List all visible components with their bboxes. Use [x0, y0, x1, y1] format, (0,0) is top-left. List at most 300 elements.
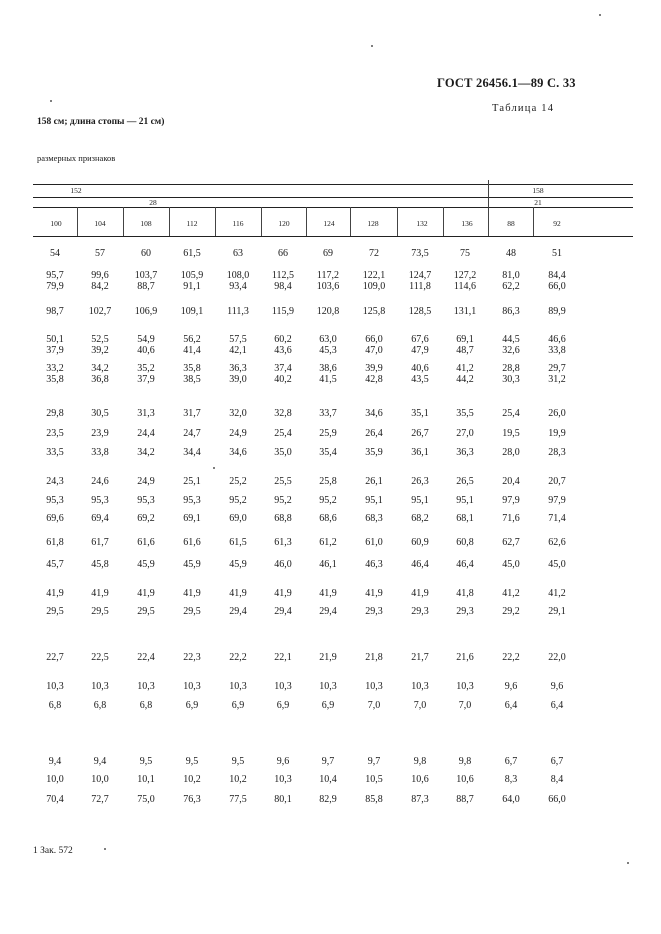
table-cell: 6,9 — [185, 700, 199, 711]
table-cell: 84,2 — [91, 281, 109, 292]
table-cell: 69 — [323, 248, 333, 259]
table-cell: 91,1 — [183, 281, 201, 292]
table-cell: 6,8 — [93, 700, 107, 711]
table-cell: 9,8 — [458, 756, 472, 767]
table-cell: 97,9 — [502, 495, 520, 506]
table-cell: 10,3 — [229, 681, 247, 692]
table-cell: 10,3 — [319, 681, 337, 692]
table-row — [0, 513, 661, 525]
table-cell: 45,9 — [137, 559, 155, 570]
table-cell: 37,4 — [274, 363, 292, 374]
table-cell: 62,7 — [502, 537, 520, 548]
table-cell: 61,2 — [319, 537, 337, 548]
table-cell: 73,5 — [411, 248, 429, 259]
table-cell: 10,3 — [365, 681, 383, 692]
column-divider — [123, 207, 124, 236]
table-label: Таблица 14 — [492, 103, 555, 114]
table-cell: 6,9 — [276, 700, 290, 711]
table-cell: 10,0 — [91, 774, 109, 785]
table-cell: 37,9 — [137, 374, 155, 385]
table-cell: 63,0 — [319, 334, 337, 345]
table-cell: 29,4 — [229, 606, 247, 617]
table-cell: 38,6 — [319, 363, 337, 374]
table-cell: 61,6 — [183, 537, 201, 548]
table-cell: 41,2 — [456, 363, 474, 374]
table-cell: 79,9 — [46, 281, 64, 292]
page-header-standard: ГОСТ 26456.1—89 С. 33 — [437, 76, 576, 90]
table-cell: 61,3 — [274, 537, 292, 548]
column-divider — [306, 207, 307, 236]
table-cell: 32,6 — [502, 345, 520, 356]
table-cell: 61,5 — [183, 248, 201, 259]
table-cell: 103,6 — [316, 281, 340, 292]
table-cell: 30,5 — [91, 408, 109, 419]
group-label-28: 28 — [149, 198, 157, 207]
table-cell: 111,8 — [409, 281, 431, 292]
table-cell: 36,3 — [456, 447, 474, 458]
table-cell: 9,5 — [231, 756, 245, 767]
table-cell: 41,9 — [229, 588, 247, 599]
table-row — [0, 700, 661, 712]
table-cell: 95,1 — [365, 495, 383, 506]
column-divider — [488, 207, 489, 236]
table-cell: 72,7 — [91, 794, 109, 805]
table-cell: 41,9 — [183, 588, 201, 599]
table-cell: 41,8 — [456, 588, 474, 599]
table-cell: 95,3 — [137, 495, 155, 506]
table-cell: 109,0 — [362, 281, 386, 292]
table-cell: 26,1 — [365, 476, 383, 487]
table-cell: 31,3 — [137, 408, 155, 419]
table-cell: 95,3 — [46, 495, 64, 506]
table-cell: 29,5 — [183, 606, 201, 617]
table-cell: 48 — [506, 248, 516, 259]
table-cell: 102,7 — [88, 306, 112, 317]
table-cell: 125,8 — [362, 306, 386, 317]
table-cell: 32,0 — [229, 408, 247, 419]
table-cell: 7,0 — [413, 700, 427, 711]
table-cell: 41,9 — [411, 588, 429, 599]
table-cell: 60,9 — [411, 537, 429, 548]
table-cell: 95,1 — [456, 495, 474, 506]
table-cell: 10,0 — [46, 774, 64, 785]
table-cell: 57,5 — [229, 334, 247, 345]
table-cell: 112,5 — [271, 270, 295, 281]
table-cell: 9,7 — [321, 756, 335, 767]
table-cell: 46,3 — [365, 559, 383, 570]
table-cell: 35,1 — [411, 408, 429, 419]
table-cell: 66,0 — [548, 794, 566, 805]
table-row — [0, 756, 661, 768]
table-cell: 88,7 — [456, 794, 474, 805]
table-cell: 71,4 — [548, 513, 566, 524]
table-cell: 63 — [233, 248, 243, 259]
table-cell: 34,6 — [229, 447, 247, 458]
table-cell: 45,0 — [502, 559, 520, 570]
table-cell: 10,1 — [137, 774, 155, 785]
table-cell: 6,4 — [504, 700, 518, 711]
table-cell: 69,4 — [91, 513, 109, 524]
table-cell: 20,7 — [548, 476, 566, 487]
table-cell: 122,1 — [362, 270, 386, 281]
column-divider — [397, 207, 398, 236]
table-cell: 69,0 — [229, 513, 247, 524]
table-cell: 95,2 — [229, 495, 247, 506]
table-cell: 21,6 — [456, 652, 474, 663]
table-cell: 21,9 — [319, 652, 337, 663]
scan-speck — [371, 45, 373, 47]
table-cell: 41,4 — [183, 345, 201, 356]
table-cell: 33,2 — [46, 363, 64, 374]
table-row — [0, 248, 661, 260]
table-cell: 62,6 — [548, 537, 566, 548]
table-cell: 131,1 — [453, 306, 477, 317]
table-cell: 25,9 — [319, 428, 337, 439]
table-cell: 86,3 — [502, 306, 520, 317]
table-row — [0, 374, 661, 386]
table-cell: 98,4 — [274, 281, 292, 292]
table-cell: 84,4 — [548, 270, 566, 281]
table-cell: 85,8 — [365, 794, 383, 805]
table-cell: 41,9 — [319, 588, 337, 599]
table-cell: 54,9 — [137, 334, 155, 345]
table-cell: 25,2 — [229, 476, 247, 487]
table-cell: 41,9 — [274, 588, 292, 599]
table-cell: 72 — [369, 248, 379, 259]
table-cell: 47,9 — [411, 345, 429, 356]
table-cell: 62,2 — [502, 281, 520, 292]
table-cell: 9,8 — [413, 756, 427, 767]
table-cell: 120,8 — [316, 306, 340, 317]
table-cell: 52,5 — [91, 334, 109, 345]
table-cell: 26,7 — [411, 428, 429, 439]
table-cell: 95,3 — [91, 495, 109, 506]
table-row — [0, 476, 661, 488]
table-cell: 41,5 — [319, 374, 337, 385]
table-row — [0, 774, 661, 786]
column-divider — [443, 207, 444, 236]
table-row — [0, 345, 661, 357]
table-cell: 34,4 — [183, 447, 201, 458]
table-cell: 29,1 — [548, 606, 566, 617]
table-cell: 10,3 — [274, 681, 292, 692]
table-cell: 22,1 — [274, 652, 292, 663]
table-cell: 6,4 — [550, 700, 564, 711]
table-cell: 46,6 — [548, 334, 566, 345]
table-cell: 9,6 — [504, 681, 518, 692]
table-cell: 10,5 — [365, 774, 383, 785]
table-cell: 10,3 — [46, 681, 64, 692]
table-cell: 95,1 — [411, 495, 429, 506]
table-cell: 10,3 — [137, 681, 155, 692]
table-cell: 21,7 — [411, 652, 429, 663]
table-cell: 33,5 — [46, 447, 64, 458]
table-cell: 10,3 — [91, 681, 109, 692]
table-cell: 46,4 — [456, 559, 474, 570]
table-cell: 9,6 — [276, 756, 290, 767]
table-cell: 66 — [278, 248, 288, 259]
table-cell: 41,9 — [137, 588, 155, 599]
table-cell: 35,2 — [137, 363, 155, 374]
table-cell: 25,8 — [319, 476, 337, 487]
table-row — [0, 606, 661, 618]
table-cell: 22,5 — [91, 652, 109, 663]
column-header: 136 — [461, 219, 473, 228]
table-cell: 45,9 — [183, 559, 201, 570]
table-cell: 61,8 — [46, 537, 64, 548]
column-header: 100 — [50, 219, 62, 228]
table-row — [0, 306, 661, 318]
table-cell: 67,6 — [411, 334, 429, 345]
table-cell: 29,4 — [319, 606, 337, 617]
table-cell: 45,7 — [46, 559, 64, 570]
table-cell: 28,8 — [502, 363, 520, 374]
column-divider — [350, 207, 351, 236]
table-cell: 9,7 — [367, 756, 381, 767]
table-cell: 25,4 — [274, 428, 292, 439]
table-cell: 22,7 — [46, 652, 64, 663]
table-cell: 6,7 — [504, 756, 518, 767]
table-cell: 117,2 — [316, 270, 340, 281]
table-cell: 10,2 — [229, 774, 247, 785]
table-cell: 9,4 — [93, 756, 107, 767]
table-cell: 93,4 — [229, 281, 247, 292]
table-cell: 6,7 — [550, 756, 564, 767]
scan-speck — [599, 14, 601, 16]
table-cell: 69,6 — [46, 513, 64, 524]
table-cell: 41,9 — [91, 588, 109, 599]
table-cell: 44,5 — [502, 334, 520, 345]
table-cell: 124,7 — [408, 270, 432, 281]
table-row — [0, 408, 661, 420]
page-footer: 1 Зак. 572 — [33, 846, 73, 856]
table-cell: 95,3 — [183, 495, 201, 506]
table-cell: 6,8 — [48, 700, 62, 711]
table-cell: 40,2 — [274, 374, 292, 385]
table-row — [0, 428, 661, 440]
table-cell: 61,5 — [229, 537, 247, 548]
table-cell: 95,7 — [46, 270, 64, 281]
table-cell: 46,1 — [319, 559, 337, 570]
table-cell: 29,4 — [274, 606, 292, 617]
table-cell: 26,3 — [411, 476, 429, 487]
table-cell: 25,4 — [502, 408, 520, 419]
table-cell: 28,0 — [502, 447, 520, 458]
table-cell: 127,2 — [453, 270, 477, 281]
column-header: 104 — [94, 219, 106, 228]
table-cell: 76,3 — [183, 794, 201, 805]
column-header: 112 — [186, 219, 198, 228]
table-cell: 95,2 — [274, 495, 292, 506]
table-cell: 109,1 — [180, 306, 204, 317]
table-cell: 77,5 — [229, 794, 247, 805]
table-cell: 34,6 — [365, 408, 383, 419]
table-row — [0, 281, 661, 293]
table-cell: 40,6 — [137, 345, 155, 356]
table-cell: 24,9 — [137, 476, 155, 487]
table-cell: 9,6 — [550, 681, 564, 692]
table-cell: 24,7 — [183, 428, 201, 439]
table-cell: 10,3 — [274, 774, 292, 785]
table-cell: 69,1 — [183, 513, 201, 524]
column-header: 132 — [416, 219, 428, 228]
column-header: 120 — [278, 219, 290, 228]
table-cell: 56,2 — [183, 334, 201, 345]
column-header: 92 — [553, 219, 561, 228]
table-cell: 6,9 — [321, 700, 335, 711]
table-cell: 71,6 — [502, 513, 520, 524]
table-cell: 41,2 — [548, 588, 566, 599]
table-cell: 29,2 — [502, 606, 520, 617]
table-cell: 20,4 — [502, 476, 520, 487]
table-cell: 10,3 — [411, 681, 429, 692]
table-cell: 45,0 — [548, 559, 566, 570]
table-cell: 8,3 — [504, 774, 518, 785]
table-cell: 68,8 — [274, 513, 292, 524]
table-cell: 29,3 — [456, 606, 474, 617]
table-cell: 80,1 — [274, 794, 292, 805]
table-cell: 68,6 — [319, 513, 337, 524]
column-header: 128 — [367, 219, 379, 228]
table-cell: 10,6 — [411, 774, 429, 785]
table-row — [0, 588, 661, 600]
table-cell: 68,1 — [456, 513, 474, 524]
table-cell: 27,0 — [456, 428, 474, 439]
table-cell: 29,8 — [46, 408, 64, 419]
table-cell: 68,2 — [411, 513, 429, 524]
column-divider — [533, 207, 534, 236]
table-cell: 81,0 — [502, 270, 520, 281]
table-cell: 103,7 — [134, 270, 158, 281]
header-bottom-rule — [33, 236, 633, 237]
table-cell: 28,3 — [548, 447, 566, 458]
table-cell: 31,7 — [183, 408, 201, 419]
table-cell: 89,9 — [548, 306, 566, 317]
table-cell: 25,1 — [183, 476, 201, 487]
column-header: 108 — [140, 219, 152, 228]
scan-speck — [50, 100, 52, 102]
table-cell: 39,9 — [365, 363, 383, 374]
table-cell: 26,0 — [548, 408, 566, 419]
table-cell: 24,3 — [46, 476, 64, 487]
table-cell: 46,4 — [411, 559, 429, 570]
table-cell: 61,6 — [137, 537, 155, 548]
table-cell: 23,9 — [91, 428, 109, 439]
table-cell: 21,8 — [365, 652, 383, 663]
group-divider — [488, 180, 489, 207]
column-header: 88 — [507, 219, 515, 228]
table-row — [0, 537, 661, 549]
table-cell: 128,5 — [408, 306, 432, 317]
table-cell: 39,0 — [229, 374, 247, 385]
table-cell: 42,1 — [229, 345, 247, 356]
table-cell: 115,9 — [271, 306, 295, 317]
table-cell: 24,9 — [229, 428, 247, 439]
table-cell: 69,2 — [137, 513, 155, 524]
table-cell: 35,9 — [365, 447, 383, 458]
table-cell: 45,9 — [229, 559, 247, 570]
table-cell: 106,9 — [134, 306, 158, 317]
table-cell: 26,4 — [365, 428, 383, 439]
table-cell: 70,4 — [46, 794, 64, 805]
table-cell: 45,3 — [319, 345, 337, 356]
table-row — [0, 495, 661, 507]
column-divider — [215, 207, 216, 236]
table-cell: 60,2 — [274, 334, 292, 345]
table-cell: 10,3 — [183, 681, 201, 692]
table-cell: 44,2 — [456, 374, 474, 385]
table-cell: 23,5 — [46, 428, 64, 439]
table-cell: 36,1 — [411, 447, 429, 458]
table-cell: 41,9 — [46, 588, 64, 599]
column-header: 124 — [323, 219, 335, 228]
table-cell: 34,2 — [91, 363, 109, 374]
table-cell: 9,4 — [48, 756, 62, 767]
table-cell: 29,5 — [91, 606, 109, 617]
table-cell: 6,8 — [139, 700, 153, 711]
table-cell: 9,5 — [185, 756, 199, 767]
column-header: 116 — [232, 219, 244, 228]
table-cell: 22,3 — [183, 652, 201, 663]
table-row — [0, 681, 661, 693]
table-cell: 26,5 — [456, 476, 474, 487]
table-cell: 50,1 — [46, 334, 64, 345]
table-cell: 29,5 — [137, 606, 155, 617]
table-cell: 32,8 — [274, 408, 292, 419]
table-cell: 47,0 — [365, 345, 383, 356]
column-divider — [169, 207, 170, 236]
table-cell: 6,9 — [231, 700, 245, 711]
table-cell: 33,7 — [319, 408, 337, 419]
group-label-21: 21 — [534, 198, 542, 207]
table-cell: 30,3 — [502, 374, 520, 385]
table-cell: 39,2 — [91, 345, 109, 356]
table-cell: 41,9 — [365, 588, 383, 599]
table-cell: 43,6 — [274, 345, 292, 356]
table-row — [0, 559, 661, 571]
table-cell: 97,9 — [548, 495, 566, 506]
table-cell: 22,4 — [137, 652, 155, 663]
table-cell: 19,9 — [548, 428, 566, 439]
table-cell: 57 — [95, 248, 105, 259]
table-cell: 48,7 — [456, 345, 474, 356]
table-cell: 66,0 — [365, 334, 383, 345]
table-cell: 69,1 — [456, 334, 474, 345]
table-cell: 22,2 — [502, 652, 520, 663]
table-row — [0, 794, 661, 806]
table-cell: 60,8 — [456, 537, 474, 548]
table-cell: 36,8 — [91, 374, 109, 385]
table-cell: 33,8 — [91, 447, 109, 458]
table-cell: 75 — [460, 248, 470, 259]
table-cell: 41,2 — [502, 588, 520, 599]
table-cell: 35,5 — [456, 408, 474, 419]
table-cell: 66,0 — [548, 281, 566, 292]
table-cell: 29,5 — [46, 606, 64, 617]
table-cell: 82,9 — [319, 794, 337, 805]
table-row — [0, 447, 661, 459]
table-cell: 35,4 — [319, 447, 337, 458]
table-cell: 111,3 — [227, 306, 249, 317]
table-cell: 29,3 — [365, 606, 383, 617]
table-cell: 7,0 — [458, 700, 472, 711]
scan-speck — [627, 862, 629, 864]
table-cell: 10,4 — [319, 774, 337, 785]
table-cell: 42,8 — [365, 374, 383, 385]
table-cell: 35,8 — [46, 374, 64, 385]
table-cell: 88,7 — [137, 281, 155, 292]
table-cell: 36,3 — [229, 363, 247, 374]
